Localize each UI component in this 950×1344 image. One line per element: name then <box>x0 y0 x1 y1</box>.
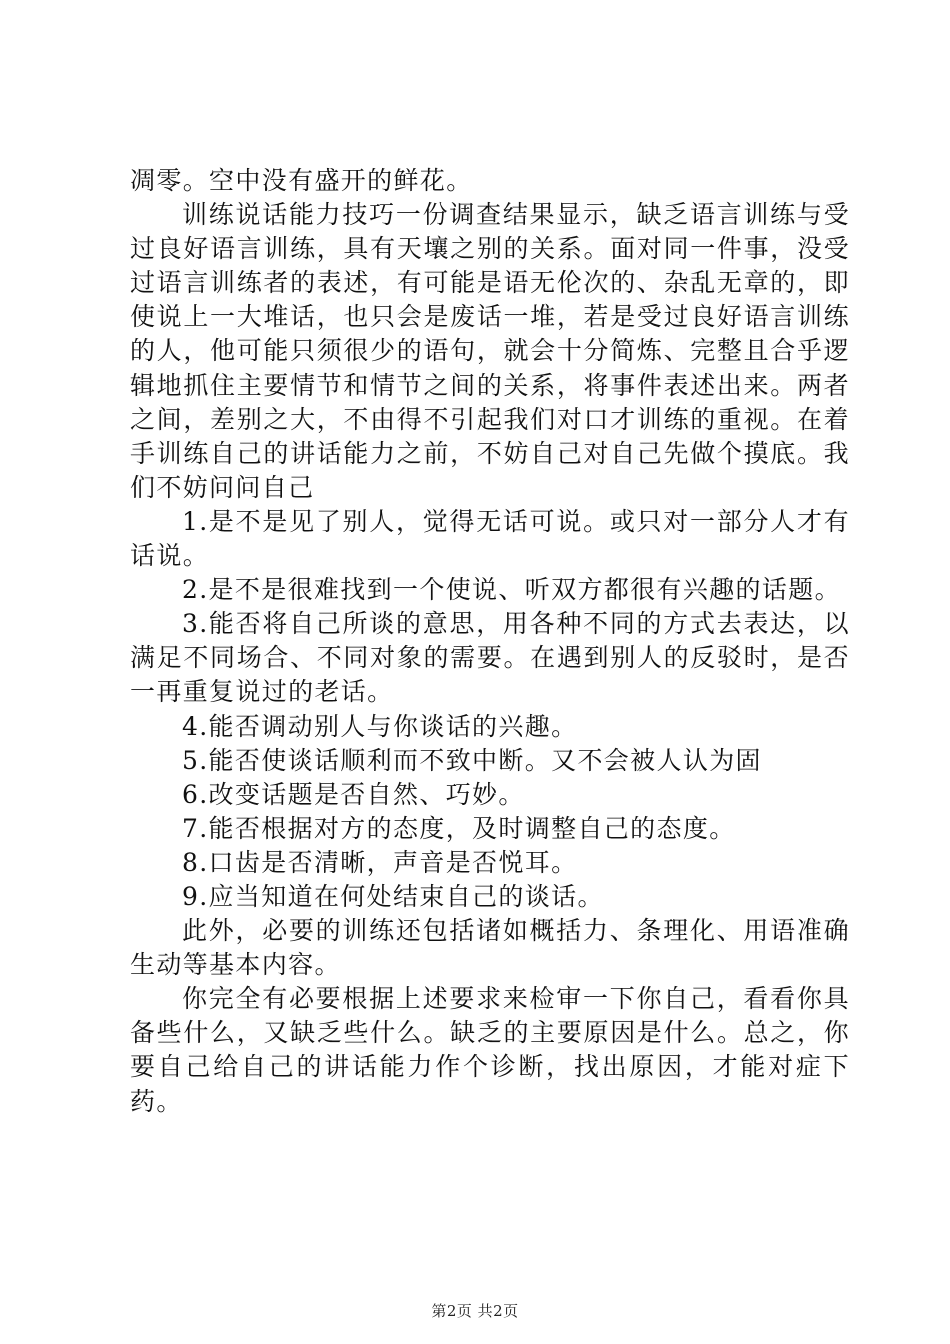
paragraph-additional-training: 此外，必要的训练还包括诸如概括力、条理化、用语准确生动等基本内容。 <box>130 916 850 980</box>
paragraph-intro: 训练说话能力技巧一份调查结果显示，缺乏语言训练与受过良好语言训练，具有天壤之别的关系。面对同一件事，没受过语言训练者的表述，有可能是语无伦次的、杂乱无章的，即使说上一大堆话，也只会是废话一堆，若是受过良好语言训练的人，他可能只须很少的语句，就会十分简炼、完整且合乎逻辑地抓住主要情节和情节之间的关系，将事件表述出来。两者之间，差别之大，不由得不引起我们对口才训练的重视。在着手训练自己的讲话能力之前，不妨自己对自己先做个摸底。我们不妨问问自己 <box>130 200 850 502</box>
list-item-2: 2.是不是很难找到一个使说、听双方都很有兴趣的话题。 <box>182 575 841 605</box>
list-item-5: 5.能否使谈话顺利而不致中断。又不会被人认为固 <box>182 745 762 775</box>
paragraph-conclusion: 你完全有必要根据上述要求来检审一下你自己，看看你具备些什么，又缺乏些什么。缺乏的主要原因是什么。总之，你要自己给自己的讲话能力作个诊断，找出原因，才能对症下药。 <box>130 984 850 1116</box>
list-item-8: 8.口齿是否清晰，声音是否悦耳。 <box>182 847 578 877</box>
document-body <box>130 164 850 1119</box>
page-footer: 第2页 共2页 <box>431 1302 519 1320</box>
list-item-7: 7.能否根据对方的态度，及时调整自己的态度。 <box>182 813 736 843</box>
paragraph-continuation: 凋零。空中没有盛开的鲜花。 <box>130 166 473 195</box>
list-item-1: 1.是不是见了别人，觉得无话可说。或只对一部分人才有话说。 <box>130 506 850 571</box>
list-item-4: 4.能否调动别人与你谈话的兴趣。 <box>182 711 578 741</box>
list-item-3: 3.能否将自己所谈的意思，用各种不同的方式去表达，以满足不同场合、不同对象的需要。在遇到别人的反驳时，是否一再重复说过的老话。 <box>130 609 850 707</box>
list-item-9: 9.应当知道在何处结束自己的谈话。 <box>182 881 604 911</box>
list-item-6: 6.改变话题是否自然、巧妙。 <box>182 779 525 809</box>
